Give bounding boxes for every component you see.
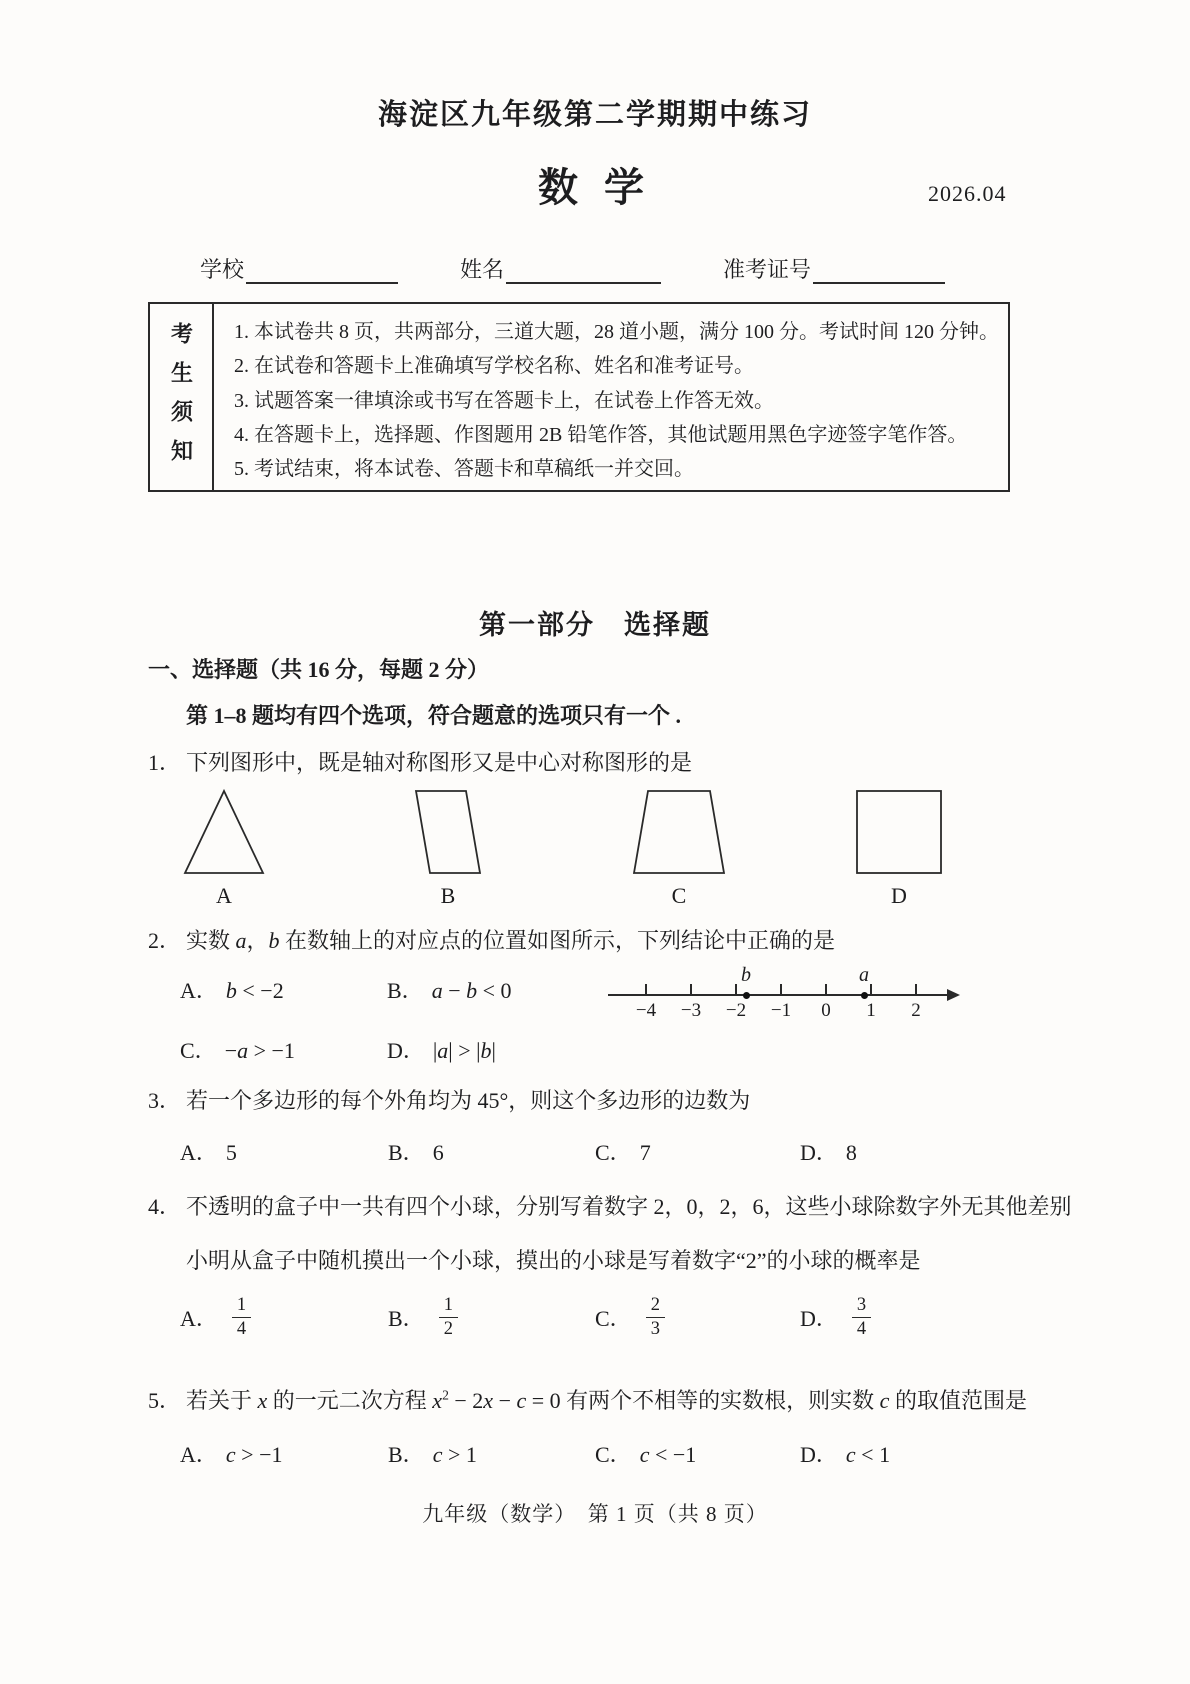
tick-label: −2 xyxy=(725,1000,747,1021)
figure-label-a: A xyxy=(216,883,232,908)
page-title: 海淀区九年级第二学期期中练习 xyxy=(377,99,812,131)
question-4-number: 4． xyxy=(148,1194,182,1219)
tick-label: 1 xyxy=(866,1000,876,1021)
point-a-dot xyxy=(861,992,868,999)
fraction xyxy=(439,1294,458,1341)
option-label: C． xyxy=(595,1140,632,1165)
question-3-option-c xyxy=(595,1136,651,1167)
square-shape xyxy=(854,788,944,876)
question-4 xyxy=(148,1190,1072,1221)
notice-item: 2. 在试卷和答题卡上准确填写学校名称、姓名和准考证号。 xyxy=(234,355,754,378)
option-value: c > 1 xyxy=(432,1442,477,1467)
question-5-number: 5． xyxy=(148,1388,182,1413)
question-3-option-a xyxy=(180,1136,237,1167)
question-5-option-d xyxy=(800,1438,890,1469)
question-2-option-a xyxy=(180,974,284,1005)
fraction-numerator: 2 xyxy=(650,1295,660,1315)
option-label: D． xyxy=(800,1442,838,1467)
triangle-shape xyxy=(182,788,266,876)
option-value: c < −1 xyxy=(639,1442,697,1467)
option-label: A． xyxy=(180,1442,218,1467)
question-2 xyxy=(148,924,835,955)
fraction-numerator: 3 xyxy=(856,1295,867,1315)
question-3-number: 3． xyxy=(148,1088,182,1113)
section1-title: 一、选择题（共 16 分，每题 2 分） xyxy=(148,657,490,682)
question-3-option-b xyxy=(388,1136,444,1167)
question-4-stem-line1: 不透明的盒子中一共有四个小球，分别写着数字 2，0，2，6，这些小球除数字外无其他差别 xyxy=(186,1194,1072,1219)
question-4-option-a xyxy=(180,1295,251,1341)
point-b-label: b xyxy=(741,964,751,986)
question-2-option-c xyxy=(180,1034,295,1065)
fraction xyxy=(646,1294,665,1341)
question-5-option-a xyxy=(180,1438,282,1469)
option-label: A． xyxy=(180,1305,218,1331)
tick-mark xyxy=(915,984,917,994)
figure-option-c xyxy=(632,788,726,909)
fraction-denominator: 4 xyxy=(852,1317,871,1341)
trapezoid-shape xyxy=(632,788,726,876)
tick-label: 2 xyxy=(911,1000,921,1021)
option-label: B． xyxy=(388,1305,425,1331)
option-label: D． xyxy=(800,1305,838,1331)
question-1-figures xyxy=(0,788,1190,918)
figure-option-a xyxy=(182,788,266,909)
notice-items xyxy=(214,304,1013,490)
question-1-number: 1． xyxy=(148,750,182,775)
figure-option-b xyxy=(412,788,484,909)
tick-label: −1 xyxy=(770,1000,792,1021)
tick-mark xyxy=(735,984,737,994)
name-label: 姓名 xyxy=(460,257,505,282)
fraction xyxy=(852,1294,871,1341)
school-label: 学校 xyxy=(200,257,245,282)
point-a-label: a xyxy=(859,964,869,986)
exam-date: 2026.04 xyxy=(928,181,1007,206)
question-5-option-c xyxy=(595,1438,696,1469)
name-field xyxy=(460,253,661,284)
option-value: |a| > |b| xyxy=(432,1038,496,1063)
option-value: 7 xyxy=(639,1140,651,1165)
parallelogram-shape xyxy=(412,788,484,876)
page-footer: 九年级（数学） 第 1 页（共 8 页） xyxy=(422,1502,768,1526)
option-label: A． xyxy=(180,1140,218,1165)
figure-label-b: B xyxy=(440,883,456,908)
notice-item: 1. 本试卷共 8 页，共两部分，三道大题，28 道小题，满分 100 分。考试时间 120 分钟。 xyxy=(234,321,999,343)
school-blank[interactable] xyxy=(246,256,398,284)
tick-label: 0 xyxy=(821,1000,831,1021)
option-label: C． xyxy=(595,1305,632,1331)
notice-side-cell xyxy=(150,304,214,490)
question-3 xyxy=(148,1084,750,1115)
question-3-stem: 若一个多边形的每个外角均为 45°，则这个多边形的边数为 xyxy=(186,1088,751,1113)
school-field xyxy=(200,253,398,284)
question-4-stem-line2: 小明从盒子中随机摸出一个小球，摸出的小球是写着数字“2”的小球的概率是 xyxy=(186,1248,921,1273)
question-5-option-b xyxy=(388,1438,477,1469)
option-label: D． xyxy=(387,1038,425,1063)
option-label: C． xyxy=(595,1442,632,1467)
part1-heading: 第一部分 选择题 xyxy=(479,610,711,640)
name-blank[interactable] xyxy=(506,256,661,284)
option-value: c < 1 xyxy=(845,1442,891,1467)
option-value: c > −1 xyxy=(225,1442,283,1467)
exam-id-blank[interactable] xyxy=(813,256,945,284)
exam-id-label: 准考证号 xyxy=(723,257,812,282)
question-1 xyxy=(148,746,692,777)
question-2-number: 2． xyxy=(148,928,182,953)
option-label: D． xyxy=(800,1140,838,1165)
option-label: A． xyxy=(180,978,218,1003)
option-label: B． xyxy=(387,978,424,1003)
fraction-numerator: 1 xyxy=(236,1295,247,1315)
question-4-option-c xyxy=(595,1295,665,1341)
option-value: 8 xyxy=(845,1140,857,1165)
fraction-denominator: 3 xyxy=(646,1317,665,1341)
figure-option-d xyxy=(854,788,944,909)
notice-item: 3. 试题答案一律填涂或书写在答题卡上，在试卷上作答无效。 xyxy=(234,389,774,412)
question-2-stem: 实数 a，b 在数轴上的对应点的位置如图所示，下列结论中正确的是 xyxy=(186,928,836,953)
question-4-option-d xyxy=(800,1295,871,1341)
question-5 xyxy=(148,1384,1027,1415)
question-4-option-b xyxy=(388,1295,458,1341)
question-1-stem: 下列图形中，既是轴对称图形又是中心对称图形的是 xyxy=(186,750,693,775)
number-line-axis xyxy=(608,994,952,996)
section1-instruction: 第 1–8 题均有四个选项，符合题意的选项只有一个 . xyxy=(186,703,682,728)
tick-mark xyxy=(780,984,782,994)
number-line-arrow xyxy=(947,989,960,1001)
option-label: B． xyxy=(388,1140,425,1165)
fraction-numerator: 1 xyxy=(443,1295,453,1315)
option-value: a − b < 0 xyxy=(431,978,512,1003)
notice-item: 5. 考试结束，将本试卷、答题卡和草稿纸一并交回。 xyxy=(234,458,694,480)
number-line-figure xyxy=(608,956,962,1024)
tick-mark xyxy=(645,984,647,994)
point-b-dot xyxy=(743,992,750,999)
tick-mark xyxy=(825,984,827,994)
question-3-option-d xyxy=(800,1136,857,1167)
notice-box xyxy=(148,302,1010,492)
tick-label: −4 xyxy=(635,1000,657,1021)
tick-mark xyxy=(690,984,692,994)
notice-item: 4. 在答题卡上，选择题、作图题用 2B 铅笔作答，其他试题用黑色字迹签字笔作答。 xyxy=(234,423,968,446)
option-value: 6 xyxy=(432,1140,444,1165)
subject-title: 数 学 xyxy=(538,165,652,210)
figure-label-d: D xyxy=(891,883,907,908)
exam-id-field xyxy=(723,253,945,284)
question-5-stem: 若关于 x 的一元二次方程 $x^2 - 2x - c = 0$ 有两个不相等的实数根，则实数 c 的取值范围是 xyxy=(186,1387,1027,1413)
option-value: 5 xyxy=(225,1140,237,1165)
fraction-denominator: 4 xyxy=(232,1317,251,1341)
option-value: b < −2 xyxy=(225,978,284,1003)
question-2-option-d xyxy=(387,1034,496,1065)
tick-label: −3 xyxy=(680,1000,702,1021)
option-value: −a > −1 xyxy=(224,1038,295,1063)
fraction xyxy=(232,1294,251,1341)
fraction-denominator: 2 xyxy=(439,1317,458,1341)
figure-label-c: C xyxy=(671,883,687,908)
option-label: B． xyxy=(388,1442,425,1467)
option-label: C． xyxy=(180,1038,217,1063)
notice-side-label: 考生须知 xyxy=(168,322,194,478)
question-2-option-b xyxy=(387,974,512,1005)
tick-mark xyxy=(870,984,872,994)
